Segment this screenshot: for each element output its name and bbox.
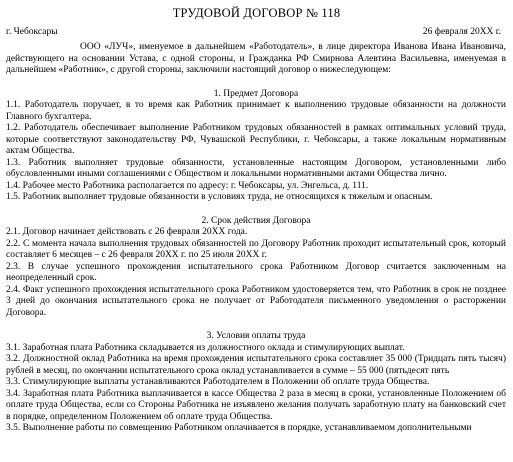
section-3 <box>6 331 506 435</box>
clause: 2.4. Факт успешного прохождения испытательного срока Работником удостоверяется тем, что Работник в срок не позднее 3 дней до окончания испытательного срока не получает от Работодателя письменного уведомления о расторжении Договора. <box>6 284 506 318</box>
clause: 2.1. Договор начинает действовать с 26 февраля 20ХХ года. <box>6 227 248 237</box>
document-city: г. Чебоксары <box>6 27 58 37</box>
clause: 1.4. Рабочее место Работника располагается по адресу: г. Чебоксары, ул. Энгельса, д. 111. <box>6 180 369 191</box>
intro-paragraph: ООО «ЛУЧ», именуемое в дальнейшем «Работодатель», в лице директора Иванова Ивана Ивановича, действующего на основании Устава, с одной стороны, и Гражданка РФ Смирнова Алевтина Васильевна, именуемая в дальнейшем «Работник», с другой стороны, заключили настоящий договор о нижеследующем: <box>6 42 506 75</box>
section-heading: 2. Срок действия Договора <box>201 215 311 226</box>
clause: 1.5. Работник выполняет трудовые обязанности в условиях труда, не относящихся к тяжелым и опасным. <box>6 192 433 202</box>
document-title: ТРУДОВОЙ ДОГОВОР № 118 <box>172 6 341 20</box>
clause: 3.4. Заработная плата Работника выплачивается в кассе Общества 2 раза в месяц в сроки, установленные Положением об оплате труда Общества, если со Стороны Работника не изъявлено желания получать заработную плату на банковский счет в порядке, определенном Положением об оплате труда Общества. <box>6 388 506 422</box>
clause: 3.3. Стимулирующие выплаты устанавливаются Работодателем в Положении об оплате труда Общества. <box>6 377 430 387</box>
section-heading: 1. Предмет Договора <box>213 88 299 99</box>
clause: 3.1. Заработная плата Работника складывается из должностного оклада и стимулирующих выплат. <box>6 342 405 353</box>
section-heading: 3. Условия оплаты труда <box>206 331 306 341</box>
clause: 1.2. Работодатель обеспечивает выполнение Работником трудовых обязанностей в рамках оптимальных условий труда, которые соответствуют законодательству РФ, Чувашской Республики, г. Чебоксары, а также локальным нормативным актам Общества. <box>6 123 506 156</box>
clause: 1.1. Работодатель поручает, в то время как Работник принимает к выполнению трудовые обязанности на должности Главного бухгалтера. <box>6 100 506 122</box>
section-1 <box>6 89 506 204</box>
document-body <box>6 42 506 435</box>
clause: 1.3. Работник выполняет трудовые обязанности, установленные настоящим Договором, установленными либо обусловленными иными соглашениями с Обществом и локальными нормативными актами Общества лично. <box>6 157 506 179</box>
clause: 2.3. В случае успешного прохождения испытательного срока Работником Договор считается заключенным на неопределенный срок. <box>6 261 506 283</box>
clause: 3.5. Выполнение работы по совмещению Работником оплачивается в порядке, устанавливаемом дополнительными <box>6 423 472 433</box>
document-date: 26 февраля 20ХХ г. <box>422 27 501 37</box>
clause: 3.2. Должностной оклад Работника на время прохождения испытательного срока составляет 35 000 (Тридцать пять тысяч) рублей в месяц, по окончании испытательного срока оклад устанавливается в сумме – 55 000 (пятьдесят пять <box>6 354 506 376</box>
clause: 2.2. С момента начала выполнения трудовых обязанностей по Договору Работник проходит испытательный срок, который составляет 6 месяцев – с 26 февраля 20ХХ г. по 25 июля 20ХХ г. <box>6 238 506 260</box>
section-2 <box>6 216 506 320</box>
